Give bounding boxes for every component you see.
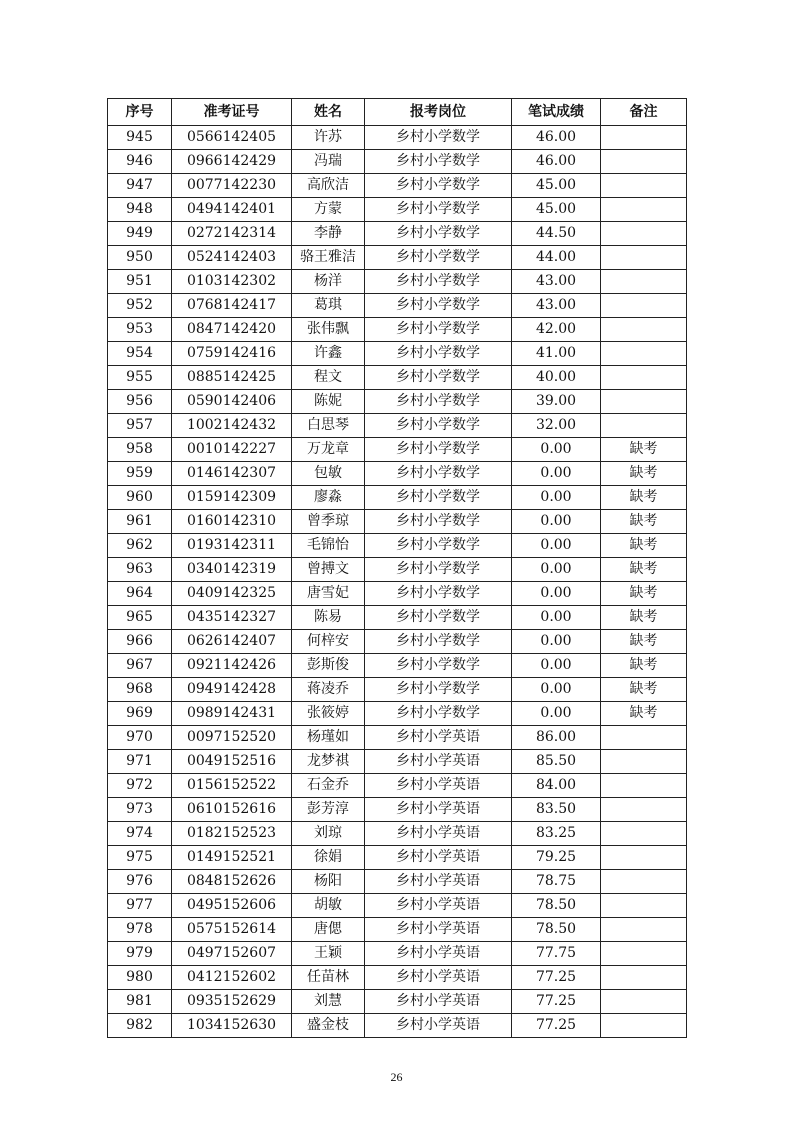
table-row <box>108 678 687 702</box>
table-row <box>108 798 687 822</box>
table-row <box>108 558 687 582</box>
cell-score: 79.25 <box>512 846 601 870</box>
cell-remark: 缺考 <box>601 702 687 726</box>
cell-remark <box>601 414 687 438</box>
cell-position: 乡村小学数学 <box>365 126 512 150</box>
cell-name: 曾季琼 <box>292 510 365 534</box>
cell-ticket-number: 0156152522 <box>172 774 292 798</box>
cell-position: 乡村小学数学 <box>365 654 512 678</box>
cell-seq: 972 <box>108 774 172 798</box>
cell-ticket-number: 0949142428 <box>172 678 292 702</box>
cell-position: 乡村小学数学 <box>365 294 512 318</box>
cell-position: 乡村小学数学 <box>365 222 512 246</box>
table-row <box>108 534 687 558</box>
cell-name: 程文 <box>292 366 365 390</box>
cell-position: 乡村小学数学 <box>365 174 512 198</box>
table-row <box>108 822 687 846</box>
cell-ticket-number: 0160142310 <box>172 510 292 534</box>
cell-seq: 965 <box>108 606 172 630</box>
cell-remark: 缺考 <box>601 486 687 510</box>
table-row <box>108 870 687 894</box>
cell-score: 78.50 <box>512 918 601 942</box>
cell-seq: 957 <box>108 414 172 438</box>
cell-remark: 缺考 <box>601 510 687 534</box>
table-row <box>108 150 687 174</box>
cell-score: 0.00 <box>512 582 601 606</box>
cell-position: 乡村小学英语 <box>365 774 512 798</box>
table-row <box>108 1014 687 1038</box>
cell-remark: 缺考 <box>601 582 687 606</box>
cell-ticket-number: 0935152629 <box>172 990 292 1014</box>
cell-ticket-number: 0077142230 <box>172 174 292 198</box>
table-body <box>108 126 687 1038</box>
cell-ticket-number: 0182152523 <box>172 822 292 846</box>
cell-seq: 946 <box>108 150 172 174</box>
cell-seq: 956 <box>108 390 172 414</box>
cell-score: 0.00 <box>512 702 601 726</box>
cell-score: 0.00 <box>512 558 601 582</box>
cell-ticket-number: 0524142403 <box>172 246 292 270</box>
cell-position: 乡村小学数学 <box>365 486 512 510</box>
cell-score: 83.50 <box>512 798 601 822</box>
table-row <box>108 630 687 654</box>
cell-name: 何梓安 <box>292 630 365 654</box>
cell-score: 41.00 <box>512 342 601 366</box>
cell-ticket-number: 1034152630 <box>172 1014 292 1038</box>
cell-remark <box>601 894 687 918</box>
cell-ticket-number: 0494142401 <box>172 198 292 222</box>
cell-position: 乡村小学数学 <box>365 630 512 654</box>
cell-ticket-number: 0497152607 <box>172 942 292 966</box>
cell-remark <box>601 942 687 966</box>
cell-name: 张伟飘 <box>292 318 365 342</box>
cell-position: 乡村小学数学 <box>365 582 512 606</box>
cell-score: 45.00 <box>512 198 601 222</box>
cell-seq: 947 <box>108 174 172 198</box>
cell-position: 乡村小学数学 <box>365 198 512 222</box>
cell-seq: 955 <box>108 366 172 390</box>
cell-position: 乡村小学数学 <box>365 510 512 534</box>
cell-score: 0.00 <box>512 630 601 654</box>
cell-remark <box>601 870 687 894</box>
cell-score: 0.00 <box>512 606 601 630</box>
cell-name: 许鑫 <box>292 342 365 366</box>
cell-score: 77.25 <box>512 966 601 990</box>
cell-score: 45.00 <box>512 174 601 198</box>
col-header-ticket: 准考证号 <box>172 99 292 126</box>
table-row <box>108 990 687 1014</box>
cell-name: 冯瑞 <box>292 150 365 174</box>
cell-ticket-number: 0885142425 <box>172 366 292 390</box>
cell-seq: 962 <box>108 534 172 558</box>
cell-seq: 954 <box>108 342 172 366</box>
cell-seq: 951 <box>108 270 172 294</box>
cell-seq: 976 <box>108 870 172 894</box>
cell-name: 骆王雅洁 <box>292 246 365 270</box>
cell-ticket-number: 0103142302 <box>172 270 292 294</box>
score-table <box>107 98 687 1038</box>
cell-position: 乡村小学英语 <box>365 846 512 870</box>
cell-ticket-number: 0989142431 <box>172 702 292 726</box>
cell-score: 77.25 <box>512 1014 601 1038</box>
cell-remark <box>601 726 687 750</box>
cell-name: 陈易 <box>292 606 365 630</box>
cell-remark <box>601 270 687 294</box>
cell-position: 乡村小学数学 <box>365 342 512 366</box>
cell-position: 乡村小学英语 <box>365 726 512 750</box>
cell-seq: 979 <box>108 942 172 966</box>
cell-seq: 960 <box>108 486 172 510</box>
table-row <box>108 918 687 942</box>
table-row <box>108 246 687 270</box>
cell-score: 78.50 <box>512 894 601 918</box>
cell-ticket-number: 0272142314 <box>172 222 292 246</box>
cell-remark <box>601 318 687 342</box>
cell-position: 乡村小学数学 <box>365 246 512 270</box>
cell-seq: 980 <box>108 966 172 990</box>
table-row <box>108 846 687 870</box>
cell-score: 0.00 <box>512 438 601 462</box>
cell-score: 40.00 <box>512 366 601 390</box>
table-row <box>108 174 687 198</box>
cell-seq: 966 <box>108 630 172 654</box>
cell-remark <box>601 846 687 870</box>
table-row <box>108 198 687 222</box>
cell-ticket-number: 0590142406 <box>172 390 292 414</box>
cell-remark: 缺考 <box>601 534 687 558</box>
cell-name: 彭斯俊 <box>292 654 365 678</box>
cell-remark <box>601 966 687 990</box>
cell-name: 刘慧 <box>292 990 365 1014</box>
cell-ticket-number: 0848152626 <box>172 870 292 894</box>
cell-name: 杨瑾如 <box>292 726 365 750</box>
table-row <box>108 414 687 438</box>
cell-score: 0.00 <box>512 678 601 702</box>
cell-remark: 缺考 <box>601 438 687 462</box>
cell-name: 许苏 <box>292 126 365 150</box>
cell-seq: 958 <box>108 438 172 462</box>
cell-remark <box>601 126 687 150</box>
cell-ticket-number: 0495152606 <box>172 894 292 918</box>
cell-position: 乡村小学英语 <box>365 1014 512 1038</box>
cell-position: 乡村小学英语 <box>365 822 512 846</box>
table-row <box>108 654 687 678</box>
table-row <box>108 894 687 918</box>
table-row <box>108 582 687 606</box>
cell-name: 张筱婷 <box>292 702 365 726</box>
cell-position: 乡村小学数学 <box>365 534 512 558</box>
cell-seq: 982 <box>108 1014 172 1038</box>
cell-remark: 缺考 <box>601 630 687 654</box>
cell-score: 0.00 <box>512 510 601 534</box>
cell-name: 包敏 <box>292 462 365 486</box>
table-row <box>108 462 687 486</box>
cell-name: 彭芳淳 <box>292 798 365 822</box>
cell-seq: 971 <box>108 750 172 774</box>
cell-name: 高欣洁 <box>292 174 365 198</box>
cell-name: 廖淼 <box>292 486 365 510</box>
cell-seq: 945 <box>108 126 172 150</box>
table-row <box>108 318 687 342</box>
cell-name: 李静 <box>292 222 365 246</box>
cell-seq: 970 <box>108 726 172 750</box>
table-row <box>108 750 687 774</box>
cell-remark: 缺考 <box>601 462 687 486</box>
cell-remark <box>601 1014 687 1038</box>
cell-name: 陈妮 <box>292 390 365 414</box>
table-row <box>108 510 687 534</box>
cell-score: 42.00 <box>512 318 601 342</box>
cell-seq: 964 <box>108 582 172 606</box>
table-row <box>108 294 687 318</box>
cell-name: 葛琪 <box>292 294 365 318</box>
table-row <box>108 438 687 462</box>
cell-remark: 缺考 <box>601 558 687 582</box>
cell-remark: 缺考 <box>601 654 687 678</box>
cell-remark <box>601 342 687 366</box>
table-row <box>108 126 687 150</box>
cell-score: 83.25 <box>512 822 601 846</box>
cell-score: 39.00 <box>512 390 601 414</box>
cell-score: 0.00 <box>512 462 601 486</box>
cell-position: 乡村小学数学 <box>365 270 512 294</box>
cell-name: 万龙章 <box>292 438 365 462</box>
cell-score: 85.50 <box>512 750 601 774</box>
cell-name: 徐娟 <box>292 846 365 870</box>
cell-name: 唐偲 <box>292 918 365 942</box>
cell-seq: 959 <box>108 462 172 486</box>
cell-name: 曾搏文 <box>292 558 365 582</box>
cell-ticket-number: 0097152520 <box>172 726 292 750</box>
cell-seq: 973 <box>108 798 172 822</box>
cell-name: 盛金枝 <box>292 1014 365 1038</box>
cell-ticket-number: 0626142407 <box>172 630 292 654</box>
cell-position: 乡村小学数学 <box>365 678 512 702</box>
cell-seq: 950 <box>108 246 172 270</box>
col-header-seq: 序号 <box>108 99 172 126</box>
cell-score: 0.00 <box>512 486 601 510</box>
cell-score: 77.25 <box>512 990 601 1014</box>
table-row <box>108 966 687 990</box>
table-row <box>108 342 687 366</box>
cell-remark <box>601 774 687 798</box>
cell-ticket-number: 0049152516 <box>172 750 292 774</box>
cell-seq: 968 <box>108 678 172 702</box>
cell-position: 乡村小学数学 <box>365 366 512 390</box>
cell-score: 46.00 <box>512 150 601 174</box>
cell-position: 乡村小学英语 <box>365 894 512 918</box>
table-row <box>108 942 687 966</box>
cell-score: 77.75 <box>512 942 601 966</box>
cell-seq: 953 <box>108 318 172 342</box>
table-row <box>108 606 687 630</box>
table-header <box>108 99 687 126</box>
cell-seq: 978 <box>108 918 172 942</box>
cell-ticket-number: 0759142416 <box>172 342 292 366</box>
cell-score: 78.75 <box>512 870 601 894</box>
cell-seq: 963 <box>108 558 172 582</box>
table-row <box>108 702 687 726</box>
cell-name: 任苗林 <box>292 966 365 990</box>
cell-ticket-number: 1002142432 <box>172 414 292 438</box>
cell-ticket-number: 0409142325 <box>172 582 292 606</box>
cell-remark <box>601 222 687 246</box>
cell-ticket-number: 0149152521 <box>172 846 292 870</box>
cell-ticket-number: 0193142311 <box>172 534 292 558</box>
cell-name: 刘琼 <box>292 822 365 846</box>
cell-score: 86.00 <box>512 726 601 750</box>
cell-position: 乡村小学英语 <box>365 942 512 966</box>
cell-remark <box>601 246 687 270</box>
col-header-score: 笔试成绩 <box>512 99 601 126</box>
cell-position: 乡村小学英语 <box>365 870 512 894</box>
cell-name: 胡敏 <box>292 894 365 918</box>
col-header-position: 报考岗位 <box>365 99 512 126</box>
cell-score: 44.00 <box>512 246 601 270</box>
cell-remark <box>601 822 687 846</box>
cell-seq: 948 <box>108 198 172 222</box>
col-header-name: 姓名 <box>292 99 365 126</box>
cell-position: 乡村小学数学 <box>365 318 512 342</box>
cell-ticket-number: 0575152614 <box>172 918 292 942</box>
cell-remark <box>601 750 687 774</box>
cell-ticket-number: 0610152616 <box>172 798 292 822</box>
cell-position: 乡村小学数学 <box>365 702 512 726</box>
cell-score: 44.50 <box>512 222 601 246</box>
cell-position: 乡村小学英语 <box>365 798 512 822</box>
cell-position: 乡村小学数学 <box>365 414 512 438</box>
cell-seq: 974 <box>108 822 172 846</box>
cell-remark <box>601 150 687 174</box>
cell-score: 46.00 <box>512 126 601 150</box>
cell-name: 蒋凌乔 <box>292 678 365 702</box>
table-row <box>108 486 687 510</box>
cell-position: 乡村小学英语 <box>365 750 512 774</box>
cell-seq: 949 <box>108 222 172 246</box>
header-row <box>108 99 687 126</box>
table-row <box>108 774 687 798</box>
cell-seq: 981 <box>108 990 172 1014</box>
cell-name: 毛锦怡 <box>292 534 365 558</box>
cell-position: 乡村小学数学 <box>365 390 512 414</box>
col-header-remark: 备注 <box>601 99 687 126</box>
cell-remark <box>601 294 687 318</box>
cell-ticket-number: 0921142426 <box>172 654 292 678</box>
cell-seq: 975 <box>108 846 172 870</box>
table-row <box>108 222 687 246</box>
cell-score: 32.00 <box>512 414 601 438</box>
cell-seq: 969 <box>108 702 172 726</box>
cell-name: 石金乔 <box>292 774 365 798</box>
cell-remark <box>601 918 687 942</box>
cell-ticket-number: 0435142327 <box>172 606 292 630</box>
cell-ticket-number: 0340142319 <box>172 558 292 582</box>
cell-ticket-number: 0768142417 <box>172 294 292 318</box>
table-row <box>108 390 687 414</box>
cell-seq: 961 <box>108 510 172 534</box>
cell-seq: 952 <box>108 294 172 318</box>
table-row <box>108 726 687 750</box>
cell-score: 43.00 <box>512 294 601 318</box>
cell-name: 白思琴 <box>292 414 365 438</box>
cell-position: 乡村小学数学 <box>365 150 512 174</box>
cell-position: 乡村小学数学 <box>365 438 512 462</box>
cell-name: 龙梦祺 <box>292 750 365 774</box>
cell-ticket-number: 0159142309 <box>172 486 292 510</box>
cell-name: 唐雪妃 <box>292 582 365 606</box>
cell-name: 杨洋 <box>292 270 365 294</box>
cell-position: 乡村小学英语 <box>365 918 512 942</box>
cell-seq: 967 <box>108 654 172 678</box>
cell-ticket-number: 0412152602 <box>172 966 292 990</box>
cell-ticket-number: 0566142405 <box>172 126 292 150</box>
cell-ticket-number: 0146142307 <box>172 462 292 486</box>
cell-position: 乡村小学数学 <box>365 558 512 582</box>
cell-position: 乡村小学数学 <box>365 462 512 486</box>
table-row <box>108 366 687 390</box>
cell-name: 王颖 <box>292 942 365 966</box>
cell-ticket-number: 0010142227 <box>172 438 292 462</box>
cell-position: 乡村小学英语 <box>365 990 512 1014</box>
cell-remark <box>601 198 687 222</box>
cell-remark: 缺考 <box>601 678 687 702</box>
cell-ticket-number: 0847142420 <box>172 318 292 342</box>
cell-seq: 977 <box>108 894 172 918</box>
cell-name: 杨阳 <box>292 870 365 894</box>
cell-score: 0.00 <box>512 654 601 678</box>
cell-score: 0.00 <box>512 534 601 558</box>
cell-ticket-number: 0966142429 <box>172 150 292 174</box>
cell-score: 84.00 <box>512 774 601 798</box>
cell-name: 方蒙 <box>292 198 365 222</box>
cell-remark <box>601 798 687 822</box>
cell-position: 乡村小学英语 <box>365 966 512 990</box>
cell-score: 43.00 <box>512 270 601 294</box>
cell-remark: 缺考 <box>601 606 687 630</box>
cell-remark <box>601 990 687 1014</box>
cell-remark <box>601 390 687 414</box>
cell-remark <box>601 174 687 198</box>
cell-remark <box>601 366 687 390</box>
cell-position: 乡村小学数学 <box>365 606 512 630</box>
table-row <box>108 270 687 294</box>
page-number: 26 <box>390 1070 403 1084</box>
